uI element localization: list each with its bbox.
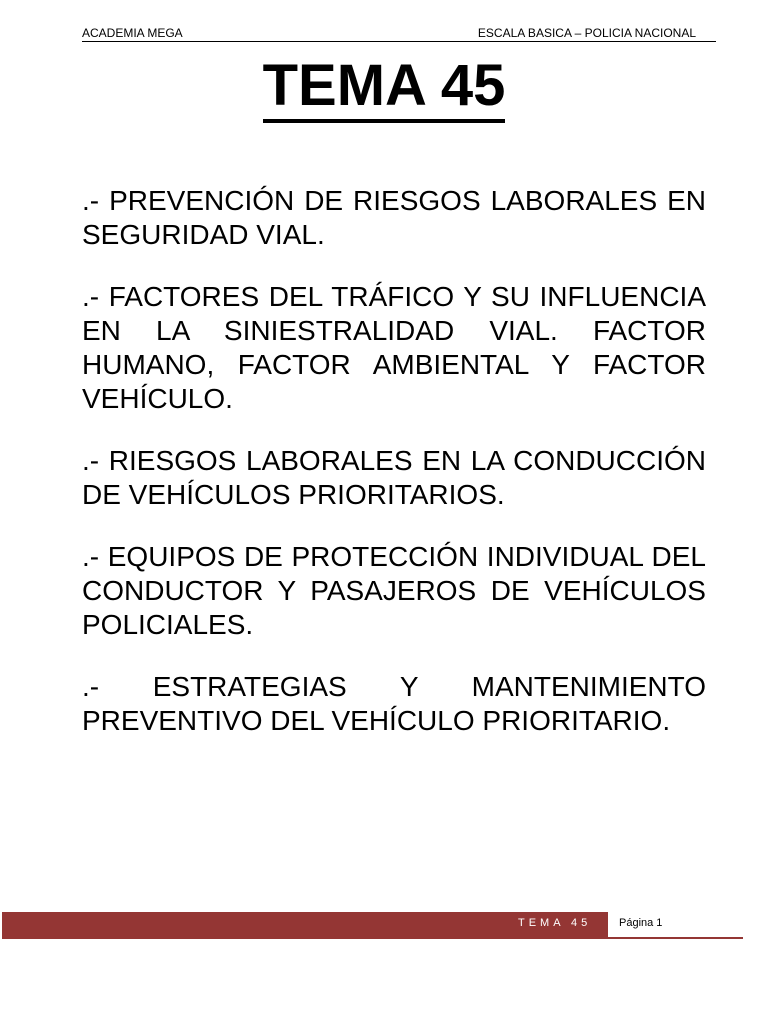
- footer-page-number: Página 1: [607, 912, 743, 939]
- topic-item: .- RIESGOS LABORALES EN LA CONDUCCIÓN DE VEHÍCULOS PRIORITARIOS.: [82, 445, 706, 510]
- header-course: ESCALA BASICA – POLICIA NACIONAL: [477, 26, 696, 40]
- topic-item: .- EQUIPOS DE PROTECCIÓN INDIVIDUAL DEL CONDUCTOR Y PASAJEROS DE VEHÍCULOS POLICIALES.: [82, 541, 706, 640]
- document-title-text: TEMA 45: [263, 53, 506, 123]
- topic-list: [82, 184, 706, 766]
- document-title: [0, 52, 768, 120]
- page-header: [82, 24, 716, 42]
- footer-bar: [2, 912, 743, 939]
- footer-tema-label: TEMA 45: [518, 917, 592, 929]
- header-academy: ACADEMIA MEGA: [82, 26, 183, 40]
- topic-item: .- PREVENCIÓN DE RIESGOS LABORALES EN SEGURIDAD VIAL.: [82, 185, 706, 250]
- topic-item: .- FACTORES DEL TRÁFICO Y SU INFLUENCIA EN LA SINIESTRALIDAD VIAL. FACTOR HUMANO, FACTOR AMBIENTAL Y FACTOR VEHÍCULO.: [82, 281, 706, 414]
- topic-item: .- ESTRATEGIAS Y MANTENIMIENTO PREVENTIVO DEL VEHÍCULO PRIORITARIO.: [82, 671, 706, 736]
